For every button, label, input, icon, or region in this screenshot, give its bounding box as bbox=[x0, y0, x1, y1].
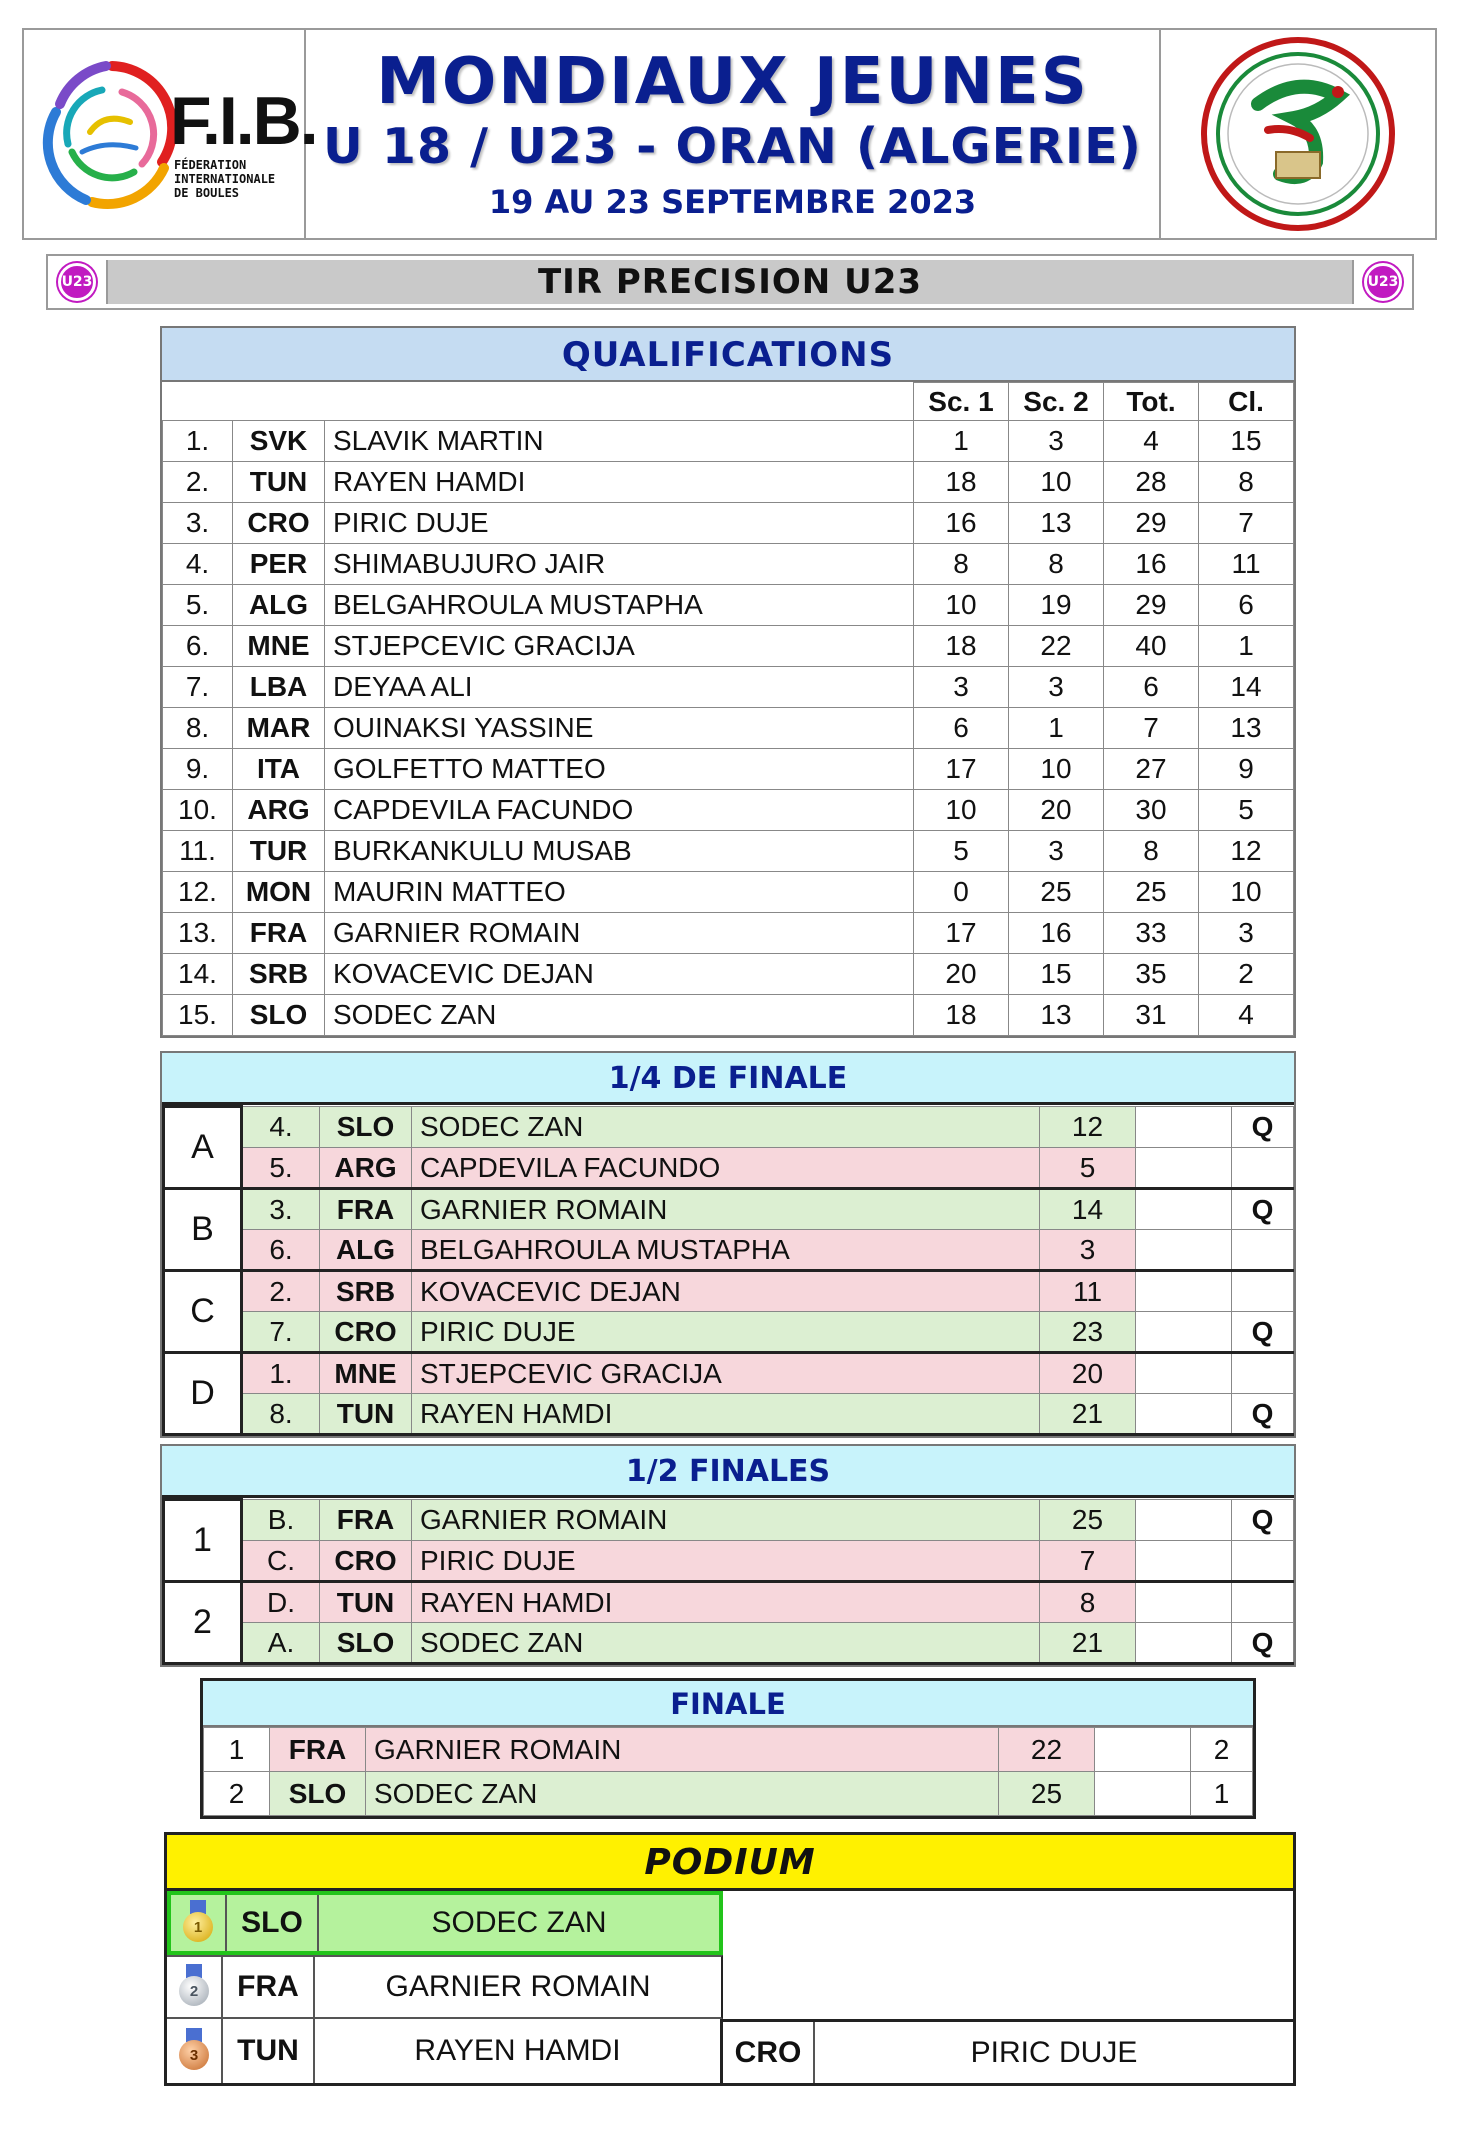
header-titles bbox=[306, 30, 1159, 238]
bracket-row: 1 B. FRA GARNIER ROMAIN 25 Q bbox=[164, 1500, 1294, 1541]
u23-badge-right: U23 bbox=[1364, 263, 1402, 301]
bracket-row: B 3. FRA GARNIER ROMAIN 14 Q bbox=[164, 1189, 1294, 1230]
bracket-row: D 1. MNE STJEPCEVIC GRACIJA 20 bbox=[164, 1353, 1294, 1394]
quarter-finals-table bbox=[162, 1105, 1294, 1436]
podium-heading: PODIUM bbox=[167, 1835, 1293, 1891]
fib-letters: F.I.B. bbox=[170, 83, 317, 159]
table-row: 3. CRO PIRIC DUJE 16 13 29 7 bbox=[163, 503, 1294, 544]
table-row: 4. PER SHIMABUJURO JAIR 8 8 16 11 bbox=[163, 544, 1294, 585]
gold-medal-icon: 1 bbox=[182, 1900, 214, 1946]
col-tot: Tot. bbox=[1104, 383, 1199, 421]
semi-finals-heading: 1/2 FINALES bbox=[162, 1446, 1294, 1498]
final-table bbox=[203, 1727, 1253, 1816]
semi-finals-table bbox=[162, 1498, 1294, 1665]
table-row: 12. MON MAURIN MATTEO 0 25 25 10 bbox=[163, 872, 1294, 913]
table-row: 11. TUR BURKANKULU MUSAB 5 3 8 12 bbox=[163, 831, 1294, 872]
col-sc1: Sc. 1 bbox=[914, 383, 1009, 421]
podium-gold-row: 1 SLO SODEC ZAN bbox=[167, 1891, 723, 1955]
table-row: 8. MAR OUINAKSI YASSINE 6 1 7 13 bbox=[163, 708, 1294, 749]
group-label: A bbox=[164, 1107, 242, 1189]
fib-logo bbox=[24, 30, 317, 238]
fib-ring-icon bbox=[42, 52, 178, 212]
bracket-row: 6. ALG BELGAHROULA MUSTAPHA 3 bbox=[164, 1230, 1294, 1271]
group-label: 1 bbox=[164, 1500, 242, 1582]
event-title-bar bbox=[46, 254, 1414, 310]
bracket-row: C. CRO PIRIC DUJE 7 bbox=[164, 1541, 1294, 1582]
bronze-medal-icon: 3 bbox=[178, 2028, 210, 2074]
table-row: 2. TUN RAYEN HAMDI 18 10 28 8 bbox=[163, 462, 1294, 503]
bracket-row: A 4. SLO SODEC ZAN 12 Q bbox=[164, 1107, 1294, 1148]
table-row: 10. ARG CAPDEVILA FACUNDO 10 20 30 5 bbox=[163, 790, 1294, 831]
fib-subtitle: FÉDERATION INTERNATIONALE DE BOULES bbox=[174, 158, 276, 200]
qualifications-table bbox=[162, 382, 1294, 1036]
final-row: 2 SLO SODEC ZAN 25 1 bbox=[204, 1772, 1253, 1816]
discipline-title: TIR PRECISION U23 bbox=[106, 260, 1354, 304]
bracket-row: C 2. SRB KOVACEVIC DEJAN 11 bbox=[164, 1271, 1294, 1312]
bracket-row: 7. CRO PIRIC DUJE 23 Q bbox=[164, 1312, 1294, 1353]
emblem-icon bbox=[1198, 34, 1398, 234]
quarter-finals-heading: 1/4 DE FINALE bbox=[162, 1053, 1294, 1105]
emblem-logo bbox=[1159, 30, 1435, 238]
qualifications-heading: QUALIFICATIONS bbox=[162, 328, 1294, 382]
silver-medal-icon: 2 bbox=[178, 1964, 210, 2010]
table-row: 5. ALG BELGAHROULA MUSTAPHA 10 19 29 6 bbox=[163, 585, 1294, 626]
table-header-row bbox=[163, 383, 1294, 421]
event-header bbox=[22, 28, 1437, 240]
bracket-row: 2 D. TUN RAYEN HAMDI 8 bbox=[164, 1582, 1294, 1623]
event-dates: 19 AU 23 SEPTEMBRE 2023 bbox=[488, 183, 977, 222]
final-section bbox=[200, 1678, 1256, 1819]
col-sc2: Sc. 2 bbox=[1009, 383, 1104, 421]
podium-bronze-row-2: CRO PIRIC DUJE bbox=[723, 2019, 1293, 2083]
podium-section bbox=[164, 1832, 1296, 2086]
final-row: 1 FRA GARNIER ROMAIN 22 2 bbox=[204, 1728, 1253, 1772]
event-title: MONDIAUX JEUNES bbox=[376, 44, 1089, 119]
table-row: 6. MNE STJEPCEVIC GRACIJA 18 22 40 1 bbox=[163, 626, 1294, 667]
group-label: C bbox=[164, 1271, 242, 1353]
table-row: 1. SVK SLAVIK MARTIN 1 3 4 15 bbox=[163, 421, 1294, 462]
table-row: 13. FRA GARNIER ROMAIN 17 16 33 3 bbox=[163, 913, 1294, 954]
quarter-finals-section bbox=[160, 1051, 1296, 1438]
u23-badge-left: U23 bbox=[58, 263, 96, 301]
bracket-row: A. SLO SODEC ZAN 21 Q bbox=[164, 1623, 1294, 1664]
podium-bronze-row: 3 TUN RAYEN HAMDI bbox=[167, 2019, 723, 2083]
bracket-row: 8. TUN RAYEN HAMDI 21 Q bbox=[164, 1394, 1294, 1435]
group-label: B bbox=[164, 1189, 242, 1271]
table-row: 14. SRB KOVACEVIC DEJAN 20 15 35 2 bbox=[163, 954, 1294, 995]
podium-silver-row: 2 FRA GARNIER ROMAIN bbox=[167, 1955, 723, 2019]
semi-finals-section bbox=[160, 1444, 1296, 1667]
event-subtitle: U 18 / U23 - ORAN (ALGERIE) bbox=[323, 118, 1142, 176]
group-label: D bbox=[164, 1353, 242, 1435]
table-row: 9. ITA GOLFETTO MATTEO 17 10 27 9 bbox=[163, 749, 1294, 790]
table-row: 15. SLO SODEC ZAN 18 13 31 4 bbox=[163, 995, 1294, 1036]
group-label: 2 bbox=[164, 1582, 242, 1664]
bracket-row: 5. ARG CAPDEVILA FACUNDO 5 bbox=[164, 1148, 1294, 1189]
qualifications-section bbox=[160, 326, 1296, 1038]
final-heading: FINALE bbox=[203, 1681, 1253, 1727]
col-cl: Cl. bbox=[1199, 383, 1294, 421]
table-row: 7. LBA DEYAA ALI 3 3 6 14 bbox=[163, 667, 1294, 708]
